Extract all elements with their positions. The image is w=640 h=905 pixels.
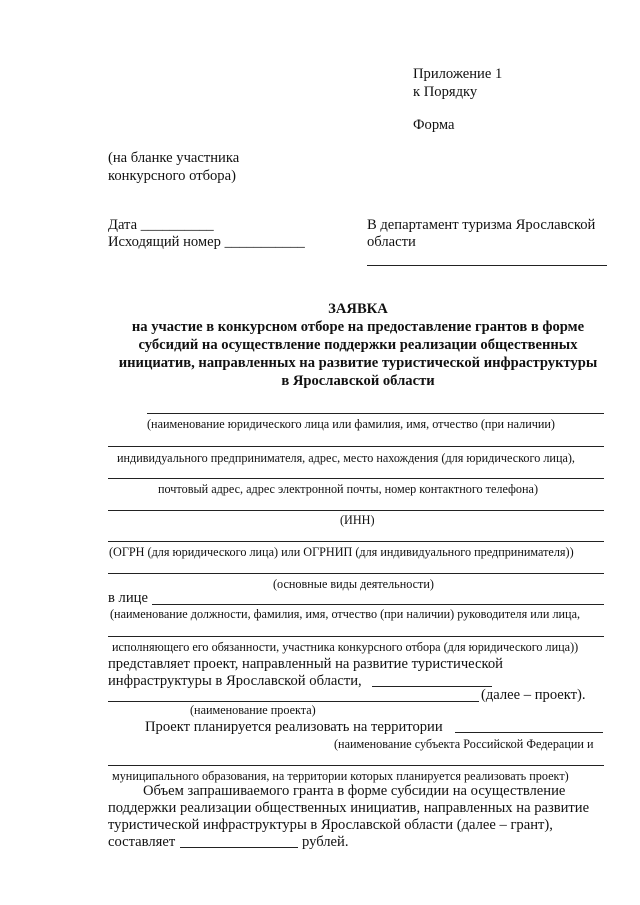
document-subtitle-line3: инициатив, направленных на развитие туристической инфраструктуры: [118, 355, 598, 371]
grant-paragraph-line2: поддержки реализации общественных инициатив, направленных на развитие: [108, 800, 590, 816]
addressee-line1: В департамент туризма Ярославской: [367, 217, 596, 233]
date-field: Дата __________: [108, 217, 214, 233]
letterhead-note-line2: конкурсного отбора): [108, 168, 236, 184]
document-subtitle-line4: в Ярославской области: [281, 373, 435, 389]
project-name-line: [108, 701, 479, 702]
letterhead-note-line1: (на бланке участника: [108, 150, 240, 166]
caption-ogrn: (ОГРН (для юридического лица) или ОГРНИП (для индивидуального предпринимателя)): [109, 545, 574, 559]
outgoing-number-field: Исходящий номер ___________: [108, 234, 305, 250]
grant-amount-line: [180, 847, 298, 848]
document-subtitle-line2: субсидий на осуществление поддержки реализации общественных: [138, 337, 578, 353]
in-person-of-label: в лице: [108, 590, 148, 606]
in-person-of-line: [152, 604, 604, 605]
caption-subject: (наименование субъекта Российской Федерации и: [334, 737, 594, 751]
applicant-name-line: [147, 413, 604, 414]
postal-address-line: [108, 478, 604, 479]
caption-acting-person: исполняющего его обязанности, участника конкурсного отбора (для юридического лица)): [112, 640, 579, 654]
territory-label: Проект планируется реализовать на территории: [145, 719, 443, 735]
document-heading: ЗАЯВКА: [328, 301, 388, 317]
represents-line1: представляет проект, направленный на развитие туристической: [108, 656, 503, 672]
caption-head-position: (наименование должности, фамилия, имя, отчество (при наличии) руководителя или лица,: [110, 607, 581, 621]
caption-project-name: (наименование проекта): [190, 703, 316, 717]
caption-applicant-name: (наименование юридического лица или фамилия, имя, отчество (при наличии): [147, 417, 555, 431]
appendix-reference: к Порядку: [413, 84, 478, 100]
addressee-signature-line: [367, 265, 607, 266]
acting-person-line: [108, 636, 604, 637]
represents-fill-line: [372, 686, 492, 687]
applicant-details-line: [108, 446, 604, 447]
municipal-line: [108, 765, 604, 766]
activities-line: [108, 573, 604, 574]
caption-postal-address: почтовый адрес, адрес электронной почты, номер контактного телефона): [158, 482, 539, 496]
caption-municipal: муниципального образования, на территории которых планируется реализовать проект): [112, 769, 569, 783]
caption-inn: (ИНН): [340, 513, 375, 527]
grant-paragraph-line1: Объем запрашиваемого гранта в форме субсидии на осуществление: [143, 783, 566, 799]
caption-activities: (основные виды деятельности): [273, 577, 434, 591]
grant-amount-label: составляет: [108, 834, 176, 850]
appendix-number: Приложение 1: [413, 66, 503, 82]
inn-line: [108, 510, 604, 511]
addressee-line2: области: [367, 234, 416, 250]
territory-subject-line: [455, 732, 603, 733]
ogrn-line: [108, 541, 604, 542]
represents-line2: инфраструктуры в Ярославской области,: [108, 673, 362, 689]
further-project-label: (далее – проект).: [481, 687, 586, 703]
form-label: Форма: [413, 117, 455, 133]
grant-paragraph-line3: туристической инфраструктуры в Ярославской области (далее – грант),: [108, 817, 553, 833]
document-subtitle-line1: на участие в конкурсном отборе на предоставление грантов в форме: [131, 319, 585, 335]
rubles-label: рублей.: [302, 834, 349, 850]
caption-individual-entrepreneur: индивидуального предпринимателя, адрес, место нахождения (для юридического лица),: [117, 451, 575, 465]
